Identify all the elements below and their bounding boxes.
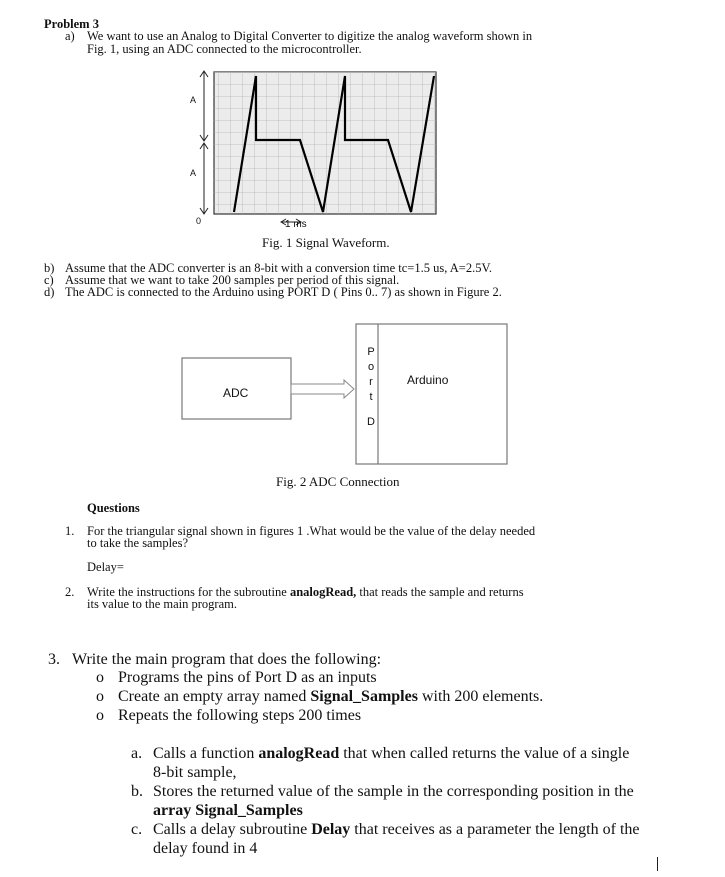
bullet-marker: o	[96, 669, 104, 686]
step-a-line2: 8-bit sample,	[153, 764, 237, 781]
q3-number: 3.	[48, 651, 60, 668]
fig1-label-a-bottom: A	[190, 168, 197, 178]
bullet-marker: o	[96, 688, 104, 705]
port-letter: D	[367, 416, 375, 428]
step-a-line1	[153, 744, 629, 763]
step-c-post: that receives as a parameter the length of the	[350, 821, 640, 838]
fig1-caption: Fig. 1 Signal Waveform.	[262, 235, 390, 250]
q2-number: 2.	[65, 585, 75, 599]
q3-bullet-1: Programs the pins of Port D as an inputs	[118, 669, 377, 686]
port-letter: P	[367, 346, 375, 358]
port-letter: r	[369, 376, 373, 388]
q3-bullet-2-post: with 200 elements.	[417, 688, 544, 705]
adc-label: ADC	[223, 386, 249, 400]
q3-bullet-3: Repeats the following steps 200 times	[118, 707, 362, 724]
step-c-line1	[153, 820, 640, 839]
q2-line1-post: that reads the sample and returns	[356, 585, 524, 599]
step-b-line1: Stores the returned value of the sample in the corresponding position in the	[153, 783, 634, 800]
step-c-line2: delay found in 4	[153, 840, 258, 857]
questions-heading: Questions	[87, 501, 140, 515]
text-cursor	[657, 857, 658, 871]
step-a-bold: analogRead	[258, 745, 340, 762]
port-letter: o	[367, 361, 375, 373]
part-c-marker: c)	[44, 273, 54, 287]
port-letter: t	[369, 391, 373, 403]
q1-number: 1.	[65, 524, 75, 538]
part-d-marker: d)	[44, 285, 55, 299]
part-b-text: Assume that the ADC converter is an 8-bit with a conversion time tc=1.5 us, A=2.5V.	[65, 261, 493, 275]
step-c-bold: Delay	[311, 821, 351, 838]
q3-intro: Write the main program that does the following:	[72, 651, 382, 668]
q2-line2: its value to the main program.	[87, 597, 237, 611]
fig1-time-label: 1 ms	[285, 219, 307, 230]
bus-arrow	[291, 380, 354, 398]
q3-bullet-2-bold: Signal_Samples	[310, 688, 418, 705]
part-a-marker: a)	[65, 29, 75, 43]
step-b-line2: array Signal_Samples	[153, 802, 303, 819]
q1-line1: For the triangular signal shown in figures 1 .What would be the value of the delay needed	[87, 524, 536, 538]
q1-delay-label: Delay=	[87, 560, 124, 574]
arduino-label: Arduino	[407, 373, 449, 387]
part-c-text: Assume that we want to take 200 samples per period of this signal.	[65, 273, 400, 287]
step-c-marker: c.	[131, 821, 143, 838]
q1-line2: to take the samples?	[87, 536, 189, 550]
q2-line1-pre: Write the instructions for the subroutine	[87, 585, 290, 599]
part-a-line2: Fig. 1, using an ADC connected to the microcontroller.	[87, 42, 362, 56]
step-a-post: that when called returns the value of a single	[339, 745, 630, 762]
step-c-pre: Calls a delay subroutine	[153, 821, 312, 838]
fig2-caption: Fig. 2 ADC Connection	[276, 474, 400, 489]
q3-bullet-2-pre: Create an empty array named	[118, 688, 311, 705]
part-b-marker: b)	[44, 261, 55, 275]
q2-line1-bold: analogRead,	[289, 585, 357, 599]
step-b-marker: b.	[131, 783, 143, 800]
port-label	[363, 345, 379, 430]
bullet-marker: o	[96, 707, 104, 724]
step-a-pre: Calls a function	[153, 745, 259, 762]
step-a-marker: a.	[131, 745, 143, 762]
signal-waveform-figure	[170, 60, 460, 235]
q3-bullet-2	[118, 687, 543, 706]
fig1-label-a-top: A	[190, 95, 197, 105]
fig1-label-zero: 0	[196, 216, 202, 226]
part-a-line1: We want to use an Analog to Digital Converter to digitize the analog waveform shown in	[87, 29, 533, 43]
problem-title: Problem 3	[44, 17, 99, 31]
part-d-text: The ADC is connected to the Arduino using PORT D ( Pins 0.. 7) as shown in Figure 2.	[65, 285, 502, 299]
